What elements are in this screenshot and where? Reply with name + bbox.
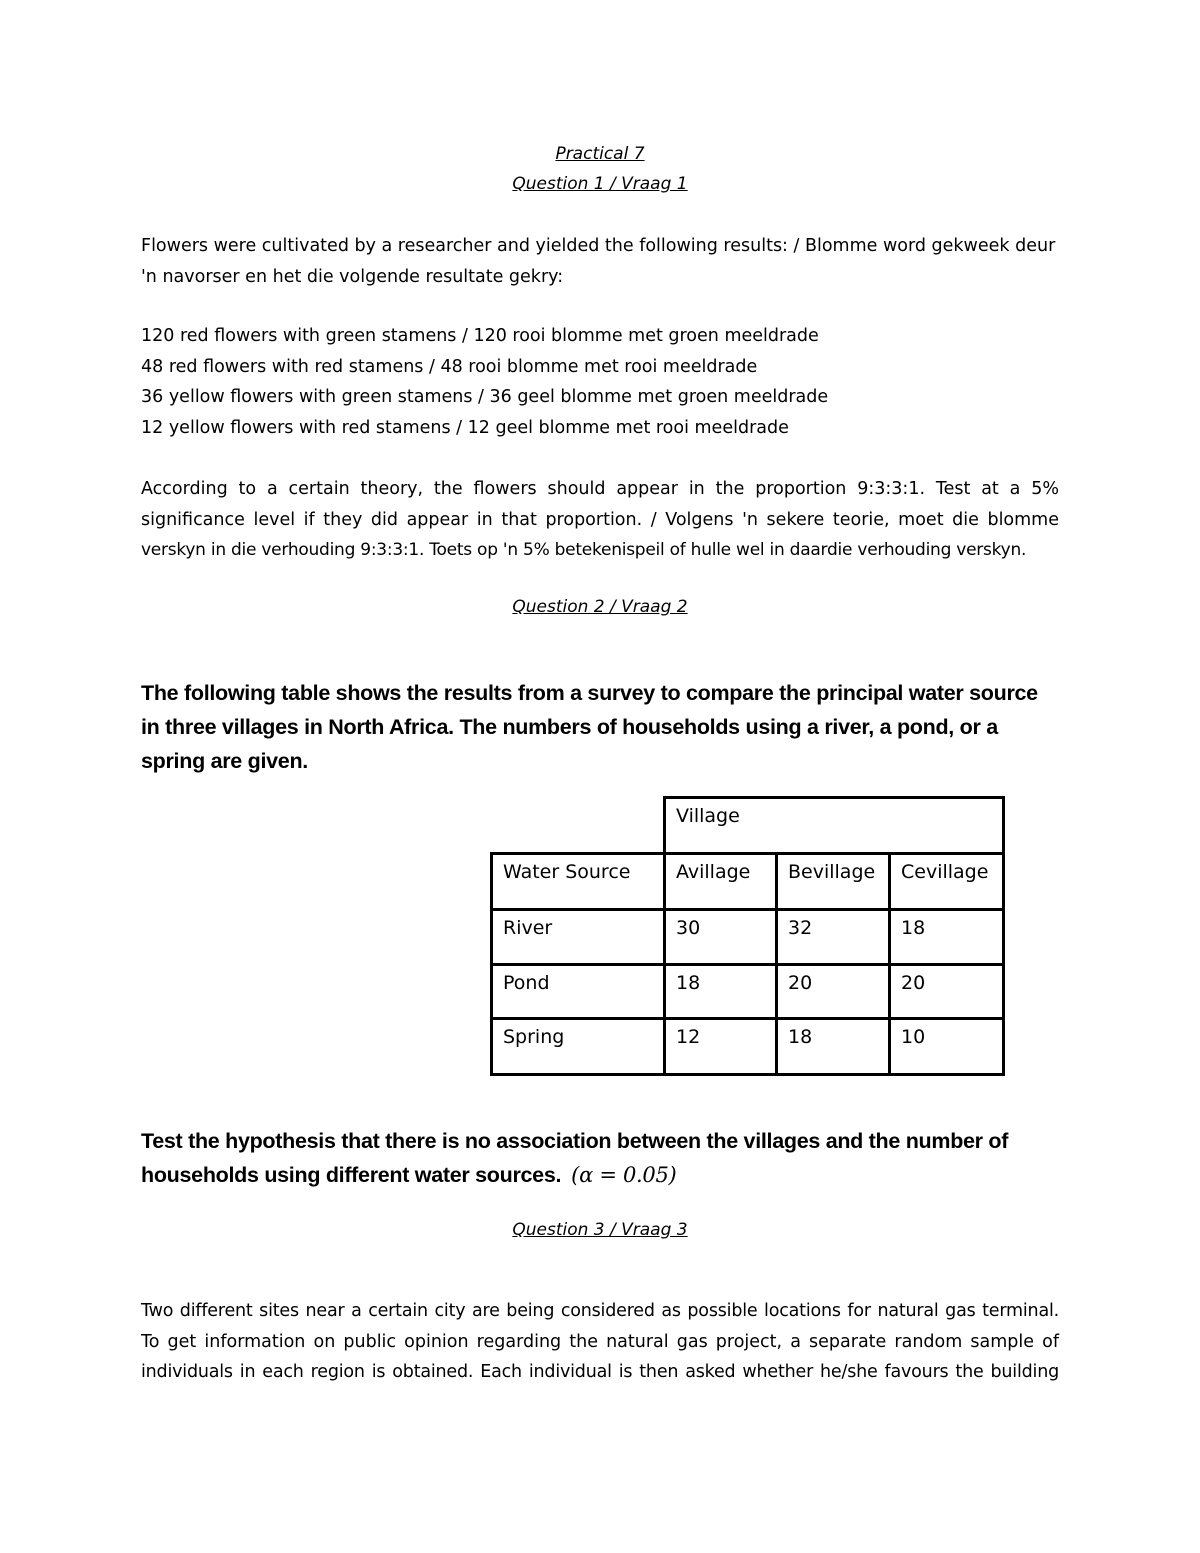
table-row [492, 1019, 1004, 1075]
table-cell: 18 [665, 965, 777, 1019]
column-header: Bevillage [777, 854, 890, 910]
question-1-task-line: verskyn in die verhouding 9:3:3:1. Toets op 'n 5% betekenispeil of hulle wel in daardie verhouding verskyn. [141, 540, 1027, 560]
question-3-text-line: individuals in each region is obtained. Each individual is then asked whether he/she favours the building [141, 1362, 1059, 1382]
result-line: 36 yellow flowers with green stamens / 36 geel blomme met groen meeldrade [141, 387, 829, 407]
table-cell: 20 [777, 965, 890, 1019]
table-cell: 18 [777, 1019, 890, 1075]
alpha-expression: (α = 0.05) [571, 1163, 677, 1187]
result-line: 48 red flowers with red stamens / 48 rooi blomme met rooi meeldrade [141, 357, 758, 377]
result-line: 12 yellow flowers with red stamens / 12 geel blomme met rooi meeldrade [141, 418, 789, 438]
question-1-intro-line: Flowers were cultivated by a researcher and yielded the following results: / Blomme word gekweek deur [141, 236, 1056, 256]
table-cell: 32 [777, 910, 890, 965]
page-title: Practical 7 [555, 144, 645, 164]
question-1-intro-line: 'n navorser en het die volgende resultate gekry: [141, 266, 564, 287]
table-cell: 10 [890, 1019, 1004, 1075]
table-cell: 20 [890, 965, 1004, 1019]
table-cell: 12 [665, 1019, 777, 1075]
question-3-text [141, 1296, 1059, 1388]
column-header: Avillage [665, 854, 777, 910]
question-1-task-line: According to a certain theory, the flowers should appear in the proportion 9:3:3:1. Test at a 5% [141, 479, 1059, 499]
question-2-intro: The following table shows the results from a survey to compare the principal water source in three villages in North Africa. The numbers of households using a river, a pond, or a spring are given. [141, 681, 1038, 773]
question-2-heading: Question 2 / Vraag 2 [512, 597, 688, 617]
question-1-task-line: significance level if they did appear in that proportion. / Volgens 'n sekere teorie, moet die blomme [141, 509, 1059, 530]
question-1-task [141, 474, 1059, 566]
table-row [492, 965, 1004, 1019]
water-source-table [490, 796, 1005, 1076]
row-label: Pond [492, 965, 665, 1019]
question-3-heading: Question 3 / Vraag 3 [512, 1220, 688, 1240]
table-cell: 30 [665, 910, 777, 965]
result-line: 120 red flowers with green stamens / 120 rooi blomme met groen meeldrade [141, 326, 819, 346]
question-1-intro [141, 231, 1059, 292]
question-3-text-line: To get information on public opinion regarding the natural gas project, a separate random sample of [141, 1331, 1059, 1352]
question-2-task [141, 1124, 1059, 1192]
table-cell: 18 [890, 910, 1004, 965]
question-2-task-text: Test the hypothesis that there is no association between the villages and the number of households using different water sources. [141, 1129, 1009, 1187]
question-1-heading: Question 1 / Vraag 1 [512, 174, 688, 194]
table-corner [492, 798, 665, 854]
village-group-header: Village [665, 798, 1004, 854]
row-label: Spring [492, 1019, 665, 1075]
question-3-text-line: Two different sites near a certain city are being considered as possible locations for natural gas terminal. [141, 1301, 1059, 1321]
row-label: River [492, 910, 665, 965]
column-header: Cevillage [890, 854, 1004, 910]
water-source-header: Water Source [492, 854, 665, 910]
table-row [492, 910, 1004, 965]
